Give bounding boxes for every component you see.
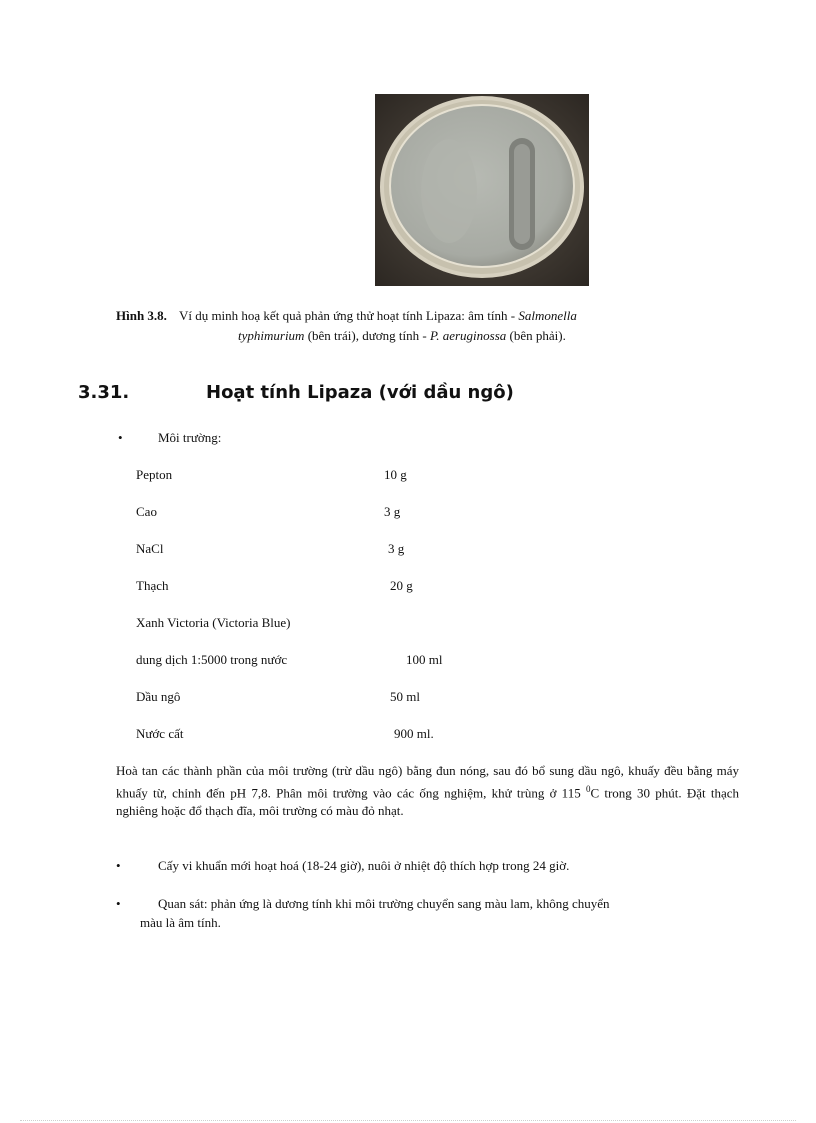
ingredient-row <box>136 615 291 631</box>
caption-text: (bên trái), dương tính - <box>304 328 430 343</box>
ingredient-name: Pepton <box>136 467 173 482</box>
section-title: Hoạt tính Lipaza (với dầu ngô) <box>206 382 514 403</box>
page-divider <box>20 1120 796 1121</box>
caption-species: typhimurium <box>238 328 305 343</box>
step-text: Quan sát: phản ứng là dương tính khi môi trường chuyển sang màu lam, không chuyển <box>158 896 610 911</box>
ingredient-row <box>136 726 434 742</box>
ingredient-amount: 3 g <box>384 504 401 519</box>
procedure-paragraph <box>116 762 739 820</box>
step-item <box>116 894 739 932</box>
ingredient-row <box>136 504 401 520</box>
ingredient-amount: 100 ml <box>406 652 443 667</box>
bullet-icon: • <box>116 896 121 911</box>
ingredient-amount: 900 ml. <box>394 726 434 741</box>
caption-text: (bên phải). <box>506 328 566 343</box>
ingredient-amount: 3 g <box>388 541 405 556</box>
ingredient-name: NaCl <box>136 541 164 556</box>
ingredient-row <box>136 541 405 557</box>
petri-dish-image <box>375 94 589 286</box>
paragraph-text: Hoà tan các thành phần của môi trường (trừ dầu ngô) bằng đun nóng, sau đó bổ sung dầu ngô, khuấy đều bằng máy khuấy từ, chỉnh đến pH 7,8. Phân môi trường vào các ống nghiệm, khử trùng ở 115 <box>116 763 739 801</box>
ingredient-name: Thạch <box>136 578 169 593</box>
ingredient-row <box>136 652 443 668</box>
caption-line-2 <box>116 326 716 346</box>
ingredient-name: Dầu ngô <box>136 689 181 704</box>
ingredient-row <box>136 689 420 705</box>
ingredient-name: Xanh Victoria (Victoria Blue) <box>136 615 291 630</box>
ingredient-amount: 20 g <box>390 578 413 593</box>
medium-label: Môi trường: <box>158 430 222 445</box>
figure-caption <box>116 306 716 346</box>
superscript: 0 <box>585 784 591 794</box>
caption-line-1 <box>116 306 716 326</box>
ingredient-name: dung dịch 1:5000 trong nước <box>136 652 288 667</box>
petri-dish-illustration <box>375 94 589 286</box>
caption-species: P. aeruginossa <box>429 328 507 343</box>
ingredient-name: Nước cất <box>136 726 184 741</box>
section-number: 3.31. <box>78 382 130 403</box>
step-text-continued: màu là âm tính. <box>140 915 221 930</box>
ingredient-name: Cao <box>136 504 157 519</box>
caption-species: Salmonella <box>518 308 577 323</box>
paragraph-text: C trong 30 phút. Đặt thạch nghiêng hoặc đổ thạch đĩa, môi trường có màu đỏ nhạt. <box>116 785 739 819</box>
bullet-icon: • <box>116 858 121 873</box>
figure-label: Hình 3.8. <box>116 308 167 323</box>
ingredient-row <box>136 467 407 483</box>
ingredient-amount: 50 ml <box>390 689 420 704</box>
medium-bullet <box>118 428 221 447</box>
section-heading <box>78 382 678 403</box>
bullet-icon: • <box>118 430 123 445</box>
step-text: Cấy vi khuẩn mới hoạt hoá (18-24 giờ), nuôi ở nhiệt độ thích hợp trong 24 giờ. <box>158 858 570 873</box>
ingredient-amount: 10 g <box>384 467 407 482</box>
caption-text: Ví dụ minh hoạ kết quả phản ứng thử hoạt tính Lipaza: âm tính - <box>178 308 519 323</box>
ingredient-row <box>136 578 413 594</box>
step-item <box>116 856 739 875</box>
